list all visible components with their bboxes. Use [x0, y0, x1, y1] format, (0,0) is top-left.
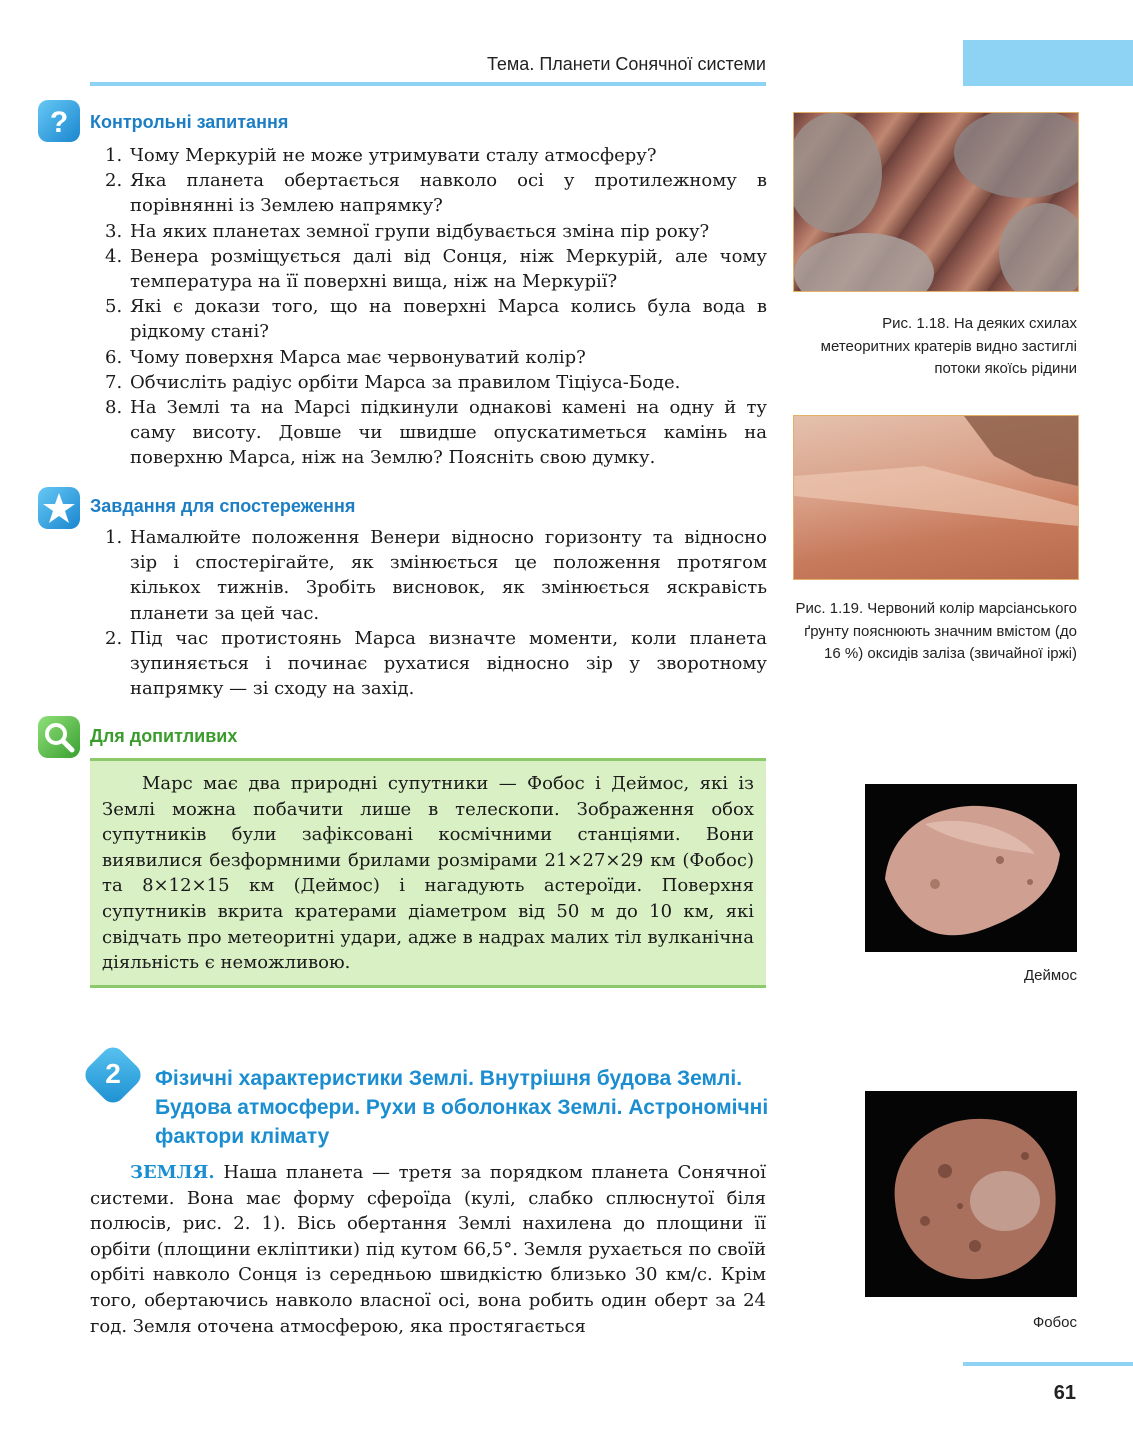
header-rule	[90, 82, 766, 86]
svg-text:?: ?	[49, 106, 69, 139]
section-number: 2	[105, 1058, 121, 1089]
list-item: 8. На Землі та на Марсі підкинули однакові камені на одну й ту саму висоту. Довше чи швидше опускатиметься камінь на поверхню Марса, ніж на Землю? Поясніть свою думку.	[105, 397, 767, 469]
header-tab	[963, 40, 1133, 86]
deimos-caption: Деймос	[1023, 967, 1077, 984]
magnifier-icon	[38, 716, 80, 758]
question-icon	[38, 100, 80, 142]
page-number: 61	[1053, 1382, 1076, 1404]
star-icon	[38, 487, 80, 529]
body-paragraph: ЗЕМЛЯ. Наша планета — третя за порядком планета Сонячної системи. Вона має форму сфероїда (кулі, слабко сплюснутої біля полюсів, рис. 2. 1). Вісь обертання Землі нахилена до площини її орбіти (площини екліптики) під кутом 66,5°. Земля рухається по своїй орбіті навколо Сонця із середньою швидкістю близько 30 км/с. Крім того, обертаючись навколо власної осі, вона робить один оберт за 24 год. Земля оточена атмосферою, яка простягається	[90, 1162, 766, 1337]
curious-text: Марс має два природні супутники — Фобос і Деймос, які із Землі можна побачити лише в телескопи. Зображення обох супутників були зафіксовані космічними станціями. Вони виявилися безформними брилами розмірами 21×27×29 км (Фобос) та 8×12×15 км (Деймос) і нагадують астероїди. Поверхня супутників вкрита кратерами діаметром від 50 м до 10 км, які свідчать про метеоритні удари, адже в надрах малих тіл вулканічна діяльність є неможливою.	[102, 773, 754, 974]
figure-1-19-caption: Рис. 1.19. Червоний колір марсіанського ґрунту пояснюють значним вмістом (до 16 %) оксидів заліза (звичайної іржі)	[795, 600, 1077, 662]
figure-1-18-caption: Рис. 1.18. На деяких схилах метеоритних кратерів видно застиглі потоки якоїсь рідини	[820, 315, 1077, 377]
footer-rule	[963, 1362, 1133, 1366]
list-item: 3. На яких планетах земної групи відбувається зміна пір року?	[105, 220, 710, 242]
list-item: 1. Намалюйте положення Венери відносно горизонту та відносно зір і спостерігайте, як змінюється це положення протягом кількох тижнів. Зробіть висновок, як змінюється яскравість планети за цей час.	[105, 527, 767, 624]
list-item: 6. Чому поверхня Марса має червонуватий колір?	[105, 346, 586, 368]
header-topic: Тема. Планети Сонячної системи	[486, 54, 766, 74]
list-item: 7. Обчисліть радіус орбіти Марса за правилом Тіціуса-Боде.	[105, 371, 681, 393]
figure-crater-slopes	[793, 112, 1079, 292]
phobos-caption: Фобос	[1032, 1314, 1077, 1331]
control-questions-list	[105, 143, 767, 471]
control-questions-title: Контрольні запитання	[90, 112, 289, 132]
curious-title: Для допитливих	[90, 726, 238, 746]
list-item: 2. Яка планета обертається навколо осі у протилежному в порівнянні із Землею напрямку?	[105, 170, 767, 217]
list-item: 5. Які є докази того, що на поверхні Марса колись була вода в рідкому стані?	[105, 296, 767, 343]
list-item: 1. Чому Меркурій не може утримувати сталу атмосферу?	[105, 145, 657, 166]
curious-box	[90, 758, 766, 988]
section-title: Фізичні характеристики Землі. Внутрішня будова Землі. Будова атмосфери. Рухи в оболонках Землі. Астрономічні фактори клімату	[155, 1067, 769, 1148]
list-item: 4. Венера розміщується далі від Сонця, ніж Меркурій, але чому температура на її поверхні вища, ніж на Меркурії?	[105, 245, 767, 293]
phobos-image	[865, 1091, 1077, 1297]
observation-tasks-list	[105, 525, 767, 701]
figure-mars-soil	[793, 415, 1079, 580]
list-item: 2. Під час протистоянь Марса визначте моменти, коли планета зупиняється і починає рухатися відносно зір у зворотному напрямку — зі сходу на захід.	[105, 627, 767, 700]
observation-tasks-title: Завдання для спостереження	[90, 496, 356, 516]
deimos-image	[865, 784, 1077, 952]
lead-term: ЗЕМЛЯ.	[130, 1162, 215, 1183]
